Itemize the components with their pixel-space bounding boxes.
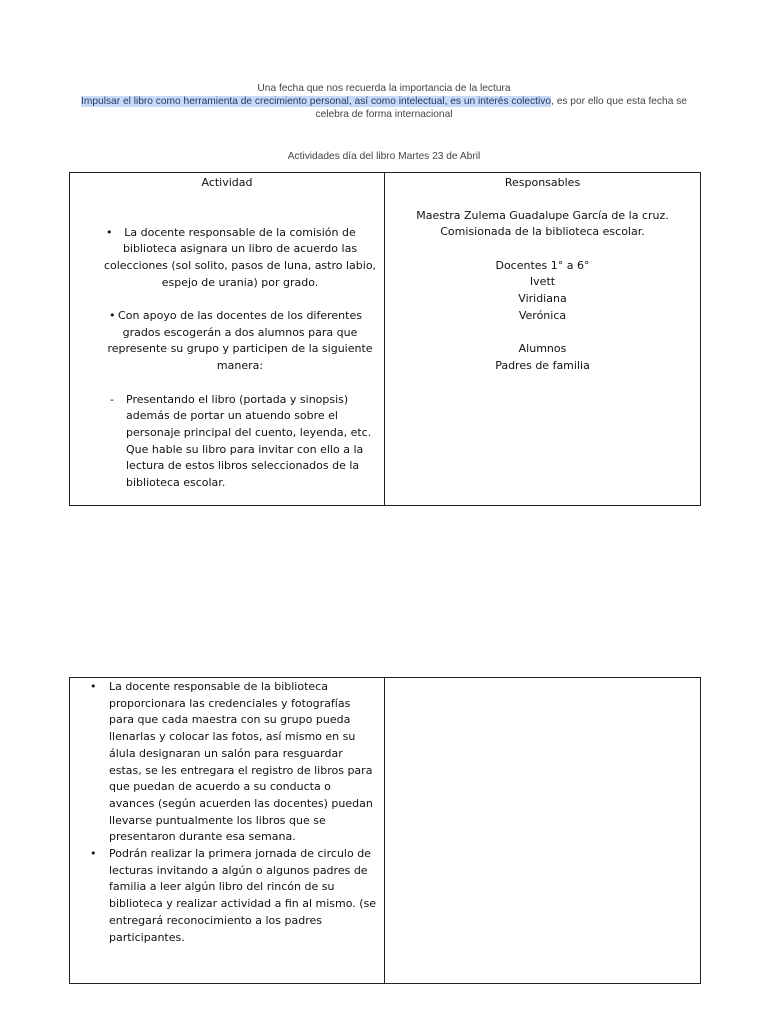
responsable-docentes: Docentes 1° a 6° [495, 258, 590, 272]
dash-icon: - [110, 392, 114, 406]
responsable-comisionada: Comisionada de la biblioteca escolar. [440, 225, 645, 239]
list-item: • Podrán realizar la primera jornada de circulo de lecturas invitando a algún o algunos padres de familia a leer algún libro del rincón de su biblioteca y realizar actividad a fin al mismo. (se entregará reconocimiento a los padres participantes. [90, 847, 377, 944]
intro-line-1: Una fecha que nos recuerda la importancia de la lectura [257, 83, 511, 94]
intro-rest: , es por ello que esta fecha se celebra de forma internacional [315, 96, 687, 120]
header-responsables: Responsables [504, 176, 581, 189]
responsables-cell [385, 173, 701, 506]
list-item-text: La docente responsable de la biblioteca proporcionara las credenciales y fotografías para que cada maestra con su grupo pueda llenarlas y colocar las fotos, así mismo en su álula designaran un salón para resguardar estas, se les entregara el registro de libros para que puedan de acuerdo a su conducta o avances (según acuerden las docentes) puedan llevarse puntualmente los libros que se presentaron durante esa semana. [109, 680, 373, 844]
responsable-maestra: Maestra Zulema Guadalupe García de la cruz. [416, 208, 669, 222]
list-item: • La docente responsable de la biblioteca proporcionara las credenciales y fotografías para que cada maestra con su grupo pueda llenarlas y colocar las fotos, así mismo en su álula designaran un salón para resguardar estas, se les entregara el registro de libros para que puedan de acuerdo a su conducta o avances (según acuerden las docentes) puedan llevarse puntualmente los libros que se presentaron durante esa semana. [90, 680, 373, 844]
responsable-name: Viridiana [518, 292, 567, 305]
activity-cell [70, 678, 385, 984]
responsables-list [385, 208, 700, 375]
header-actividad: Actividad [201, 176, 253, 189]
table-title: Actividades día del libro Martes 23 de Abril [287, 151, 481, 162]
list-item: • La docente responsable de la comisión de biblioteca asignara un libro de acuerdo las colecciones (sol solito, pasos de luna, astro labio, espejo de urania) por grado. [103, 225, 377, 289]
list-item-text: La docente responsable de la comisión de biblioteca asignara un libro de acuerdo las colecciones (sol solito, pasos de luna, astro labio, espejo de urania) por grado. [103, 225, 377, 289]
list-item-text: Podrán realizar la primera jornada de circulo de lecturas invitando a algún o algunos padres de familia a leer algún libro del rincón de su biblioteca y realizar actividad a fin al mismo. (se entregará reconocimiento a los padres participantes. [109, 847, 377, 944]
responsables-cell-empty [385, 678, 701, 984]
responsable-name: Verónica [518, 308, 567, 322]
activity-list [70, 678, 384, 946]
responsable-name: Ivett [529, 275, 556, 289]
list-item-text: Con apoyo de las docentes de los diferentes grados escogerán a dos alumnos para que represente su grupo y participen de la siguiente manera: [107, 309, 373, 373]
dash-list-item [70, 392, 384, 492]
responsable-alumnos: Alumnos [518, 342, 567, 356]
activity-cell [70, 173, 385, 506]
spacer [385, 241, 700, 258]
dash-item-text: Presentando el libro (portada y sinopsis) además de portar un atuendo sobre el personaje principal del cuento, leyenda, etc. Que hable su libro para invitar con ello a la lectura de estos libros seleccionados de la biblioteca escolar. [126, 392, 372, 490]
activity-list [70, 225, 384, 375]
responsable-padres: Padres de familia [495, 358, 590, 372]
intro-highlight: Impulsar el libro como herramienta de crecimiento personal, así como intelectual, es un interés colectivo [81, 96, 552, 107]
activities-table [69, 172, 701, 506]
activities-table-continued [69, 677, 701, 984]
spacer [385, 324, 700, 341]
intro-paragraph [64, 82, 704, 121]
intro-line-2 [64, 95, 704, 121]
spacer [70, 291, 384, 308]
list-item: • Con apoyo de las docentes de los diferentes grados escogerán a dos alumnos para que represente su grupo y participen de la siguiente manera: [107, 309, 373, 373]
